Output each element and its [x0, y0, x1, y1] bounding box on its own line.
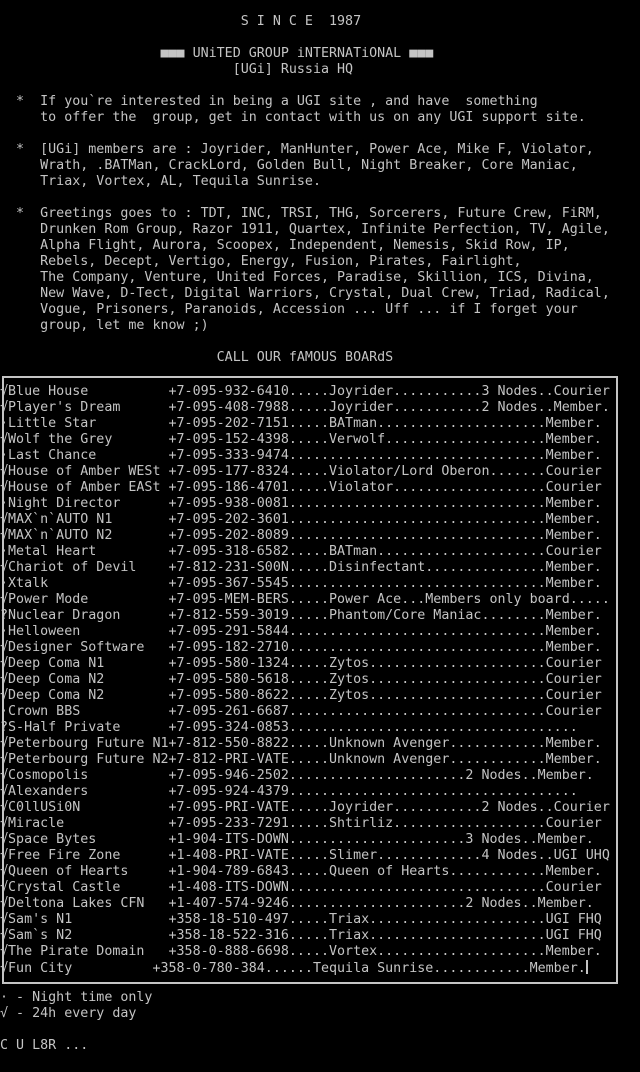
board-row: √The Pirate Domain +358-0-888-6698.....Vortex.....................Member.	[0, 944, 602, 959]
board-row: √Free Fire Zone +1-408-PRI-VATE.....Slimer.............4 Nodes..UGI UHQ	[0, 848, 610, 863]
board-row: ?Nuclear Dragon +7-812-559-3019.....Phantom/Core Maniac........Member.	[0, 608, 602, 623]
board-row: √Deltona Lakes CFN +1-407-574-9246......................2 Nodes..Member.	[0, 896, 594, 911]
board-row: √Crystal Castle +1-408-ITS-DOWN................................Courier	[0, 880, 602, 895]
board-row: √Queen of Hearts +1-904-789-6843.....Queen of Hearts............Member.	[0, 864, 602, 879]
greetings-line-7: Vogue, Prisoners, Paranoids, Accession ... Uff ... if I forget your	[0, 302, 578, 317]
members-line-3: Triax, Vortex, AL, Tequila Sunrise.	[0, 174, 321, 189]
text-cursor	[586, 960, 588, 974]
greetings-line-2: Drunken Rom Group, Razor 1911, Quartex, Infinite Perfection, TV, Agile,	[0, 222, 610, 237]
board-row: √Chariot of Devil +7-812-231-S00N.....Disinfectant...............Member.	[0, 560, 602, 575]
board-row: √Space Bytes +1-904-ITS-DOWN......................3 Nodes..Member.	[0, 832, 594, 847]
members-line-1: * [UGi] members are : Joyrider, ManHunter, Power Ace, Mike F, Violator,	[0, 142, 594, 157]
legend-night: · - Night time only	[0, 990, 153, 1005]
site-offer-line-2: to offer the group, get in contact with us on any UGI support site.	[0, 110, 586, 125]
board-row: ?S-Half Private +7-095-324-0853....................................	[0, 720, 578, 735]
board-row: ·Crown BBS +7-095-261-6687................................Courier	[0, 704, 602, 719]
boards-title: CALL OUR fAMOUS BOARdS	[0, 350, 394, 365]
board-row-last	[0, 960, 640, 976]
board-row: √Deep Coma N1 +7-095-580-1324.....Zytos......................Courier	[0, 656, 602, 671]
board-row: √Alexanders +7-095-924-4379....................................	[0, 784, 578, 799]
greetings-line-5: The Company, Venture, United Forces, Paradise, Skillion, ICS, Divina,	[0, 270, 594, 285]
board-row: ·Little Star +7-095-202-7151.....BATman.....................Member.	[0, 416, 602, 431]
board-row: √Miracle +7-095-233-7291.....Shtirliz...................Courier	[0, 816, 602, 831]
board-row: √Deep Coma N2 +7-095-580-8622.....Zytos......................Courier	[0, 688, 602, 703]
members-line-2: Wrath, .BATMan, CrackLord, Golden Bull, Night Breaker, Core Maniac,	[0, 158, 578, 173]
board-row: √Blue House +7-095-932-6410.....Joyrider...........3 Nodes..Courier	[0, 384, 610, 399]
board-row: √Sam`s N2 +358-18-522-316.....Triax......................UGI FHQ	[0, 928, 602, 943]
ansi-screen	[0, 14, 640, 366]
board-row: √Designer Software +7-095-182-2710................................Member.	[0, 640, 602, 655]
board-row: √Deep Coma N2 +7-095-580-5618.....Zytos......................Courier	[0, 672, 602, 687]
legend-day: √ - 24h every day	[0, 1006, 137, 1021]
legend	[0, 990, 152, 1022]
greetings-line-1: * Greetings goes to : TDT, INC, TRSI, THG, Sorcerers, Future Crew, FiRM,	[0, 206, 602, 221]
board-row: √Peterbourg Future N2+7-812-PRI-VATE.....Unknown Avenger............Member.	[0, 752, 602, 767]
site-offer-line-1: * If you`re interested in being a UGI site , and have something	[0, 94, 538, 109]
board-row: ·Last Chance +7-095-333-9474................................Member.	[0, 448, 602, 463]
board-row: √Wolf the Grey +7-095-152-4398.....Verwolf....................Member.	[0, 432, 602, 447]
greetings-line-8: group, let me know ;)	[0, 318, 209, 333]
board-row: √House of Amber EASt +7-095-186-4701.....Violator...................Courier	[0, 480, 602, 495]
board-row: ·Metal Heart +7-095-318-6582.....BATman.....................Courier	[0, 544, 602, 559]
footer	[0, 1038, 88, 1054]
board-row: ·Helloween +7-095-291-5844................................Member.	[0, 624, 602, 639]
board-row: √Peterbourg Future N1+7-812-550-8822.....Unknown Avenger............Member.	[0, 736, 602, 751]
greetings-line-3: Alpha Flight, Aurora, Scoopex, Independent, Nemesis, Skid Row, IP,	[0, 238, 570, 253]
board-row: √Fun City +358-0-780-384......Tequila Sunrise............Member.	[0, 961, 586, 976]
group-name: ■■■ UNiTED GROUP iNTERNATiONAL ■■■	[0, 46, 434, 61]
board-row: ·Xtalk +7-095-367-5545................................Member.	[0, 576, 602, 591]
greetings-line-4: Rebels, Decept, Vertigo, Energy, Fusion, Pirates, Fairlight,	[0, 254, 522, 269]
board-row: ·Night Director +7-095-938-0081................................Member.	[0, 496, 602, 511]
board-row: √MAX`n`AUTO N2 +7-095-202-8089................................Member.	[0, 528, 602, 543]
since-line: S I N C E 1987	[0, 14, 362, 29]
board-row: √House of Amber WESt +7-095-177-8324.....Violator/Lord Oberon.......Courier	[0, 464, 602, 479]
board-row: √Power Mode +7-095-MEM-BERS.....Power Ace...Members only board.....	[0, 592, 610, 607]
footer-signoff: C U L8R ...	[0, 1038, 89, 1053]
hq-line: [UGi] Russia HQ	[0, 62, 354, 77]
boards-list	[0, 384, 640, 976]
board-row: √Player's Dream +7-095-408-7988.....Joyrider...........2 Nodes..Member.	[0, 400, 610, 415]
greetings-line-6: New Wave, D-Tect, Digital Warriors, Crystal, Dual Crew, Triad, Radical,	[0, 286, 610, 301]
board-row: √Cosmopolis +7-095-946-2502......................2 Nodes..Member.	[0, 768, 594, 783]
board-row: √C0llUSi0N +7-095-PRI-VATE.....Joyrider...........2 Nodes..Courier	[0, 800, 610, 815]
board-row: √Sam's N1 +358-18-510-497.....Triax......................UGI FHQ	[0, 912, 602, 927]
board-row: √MAX`n`AUTO N1 +7-095-202-3601................................Member.	[0, 512, 602, 527]
